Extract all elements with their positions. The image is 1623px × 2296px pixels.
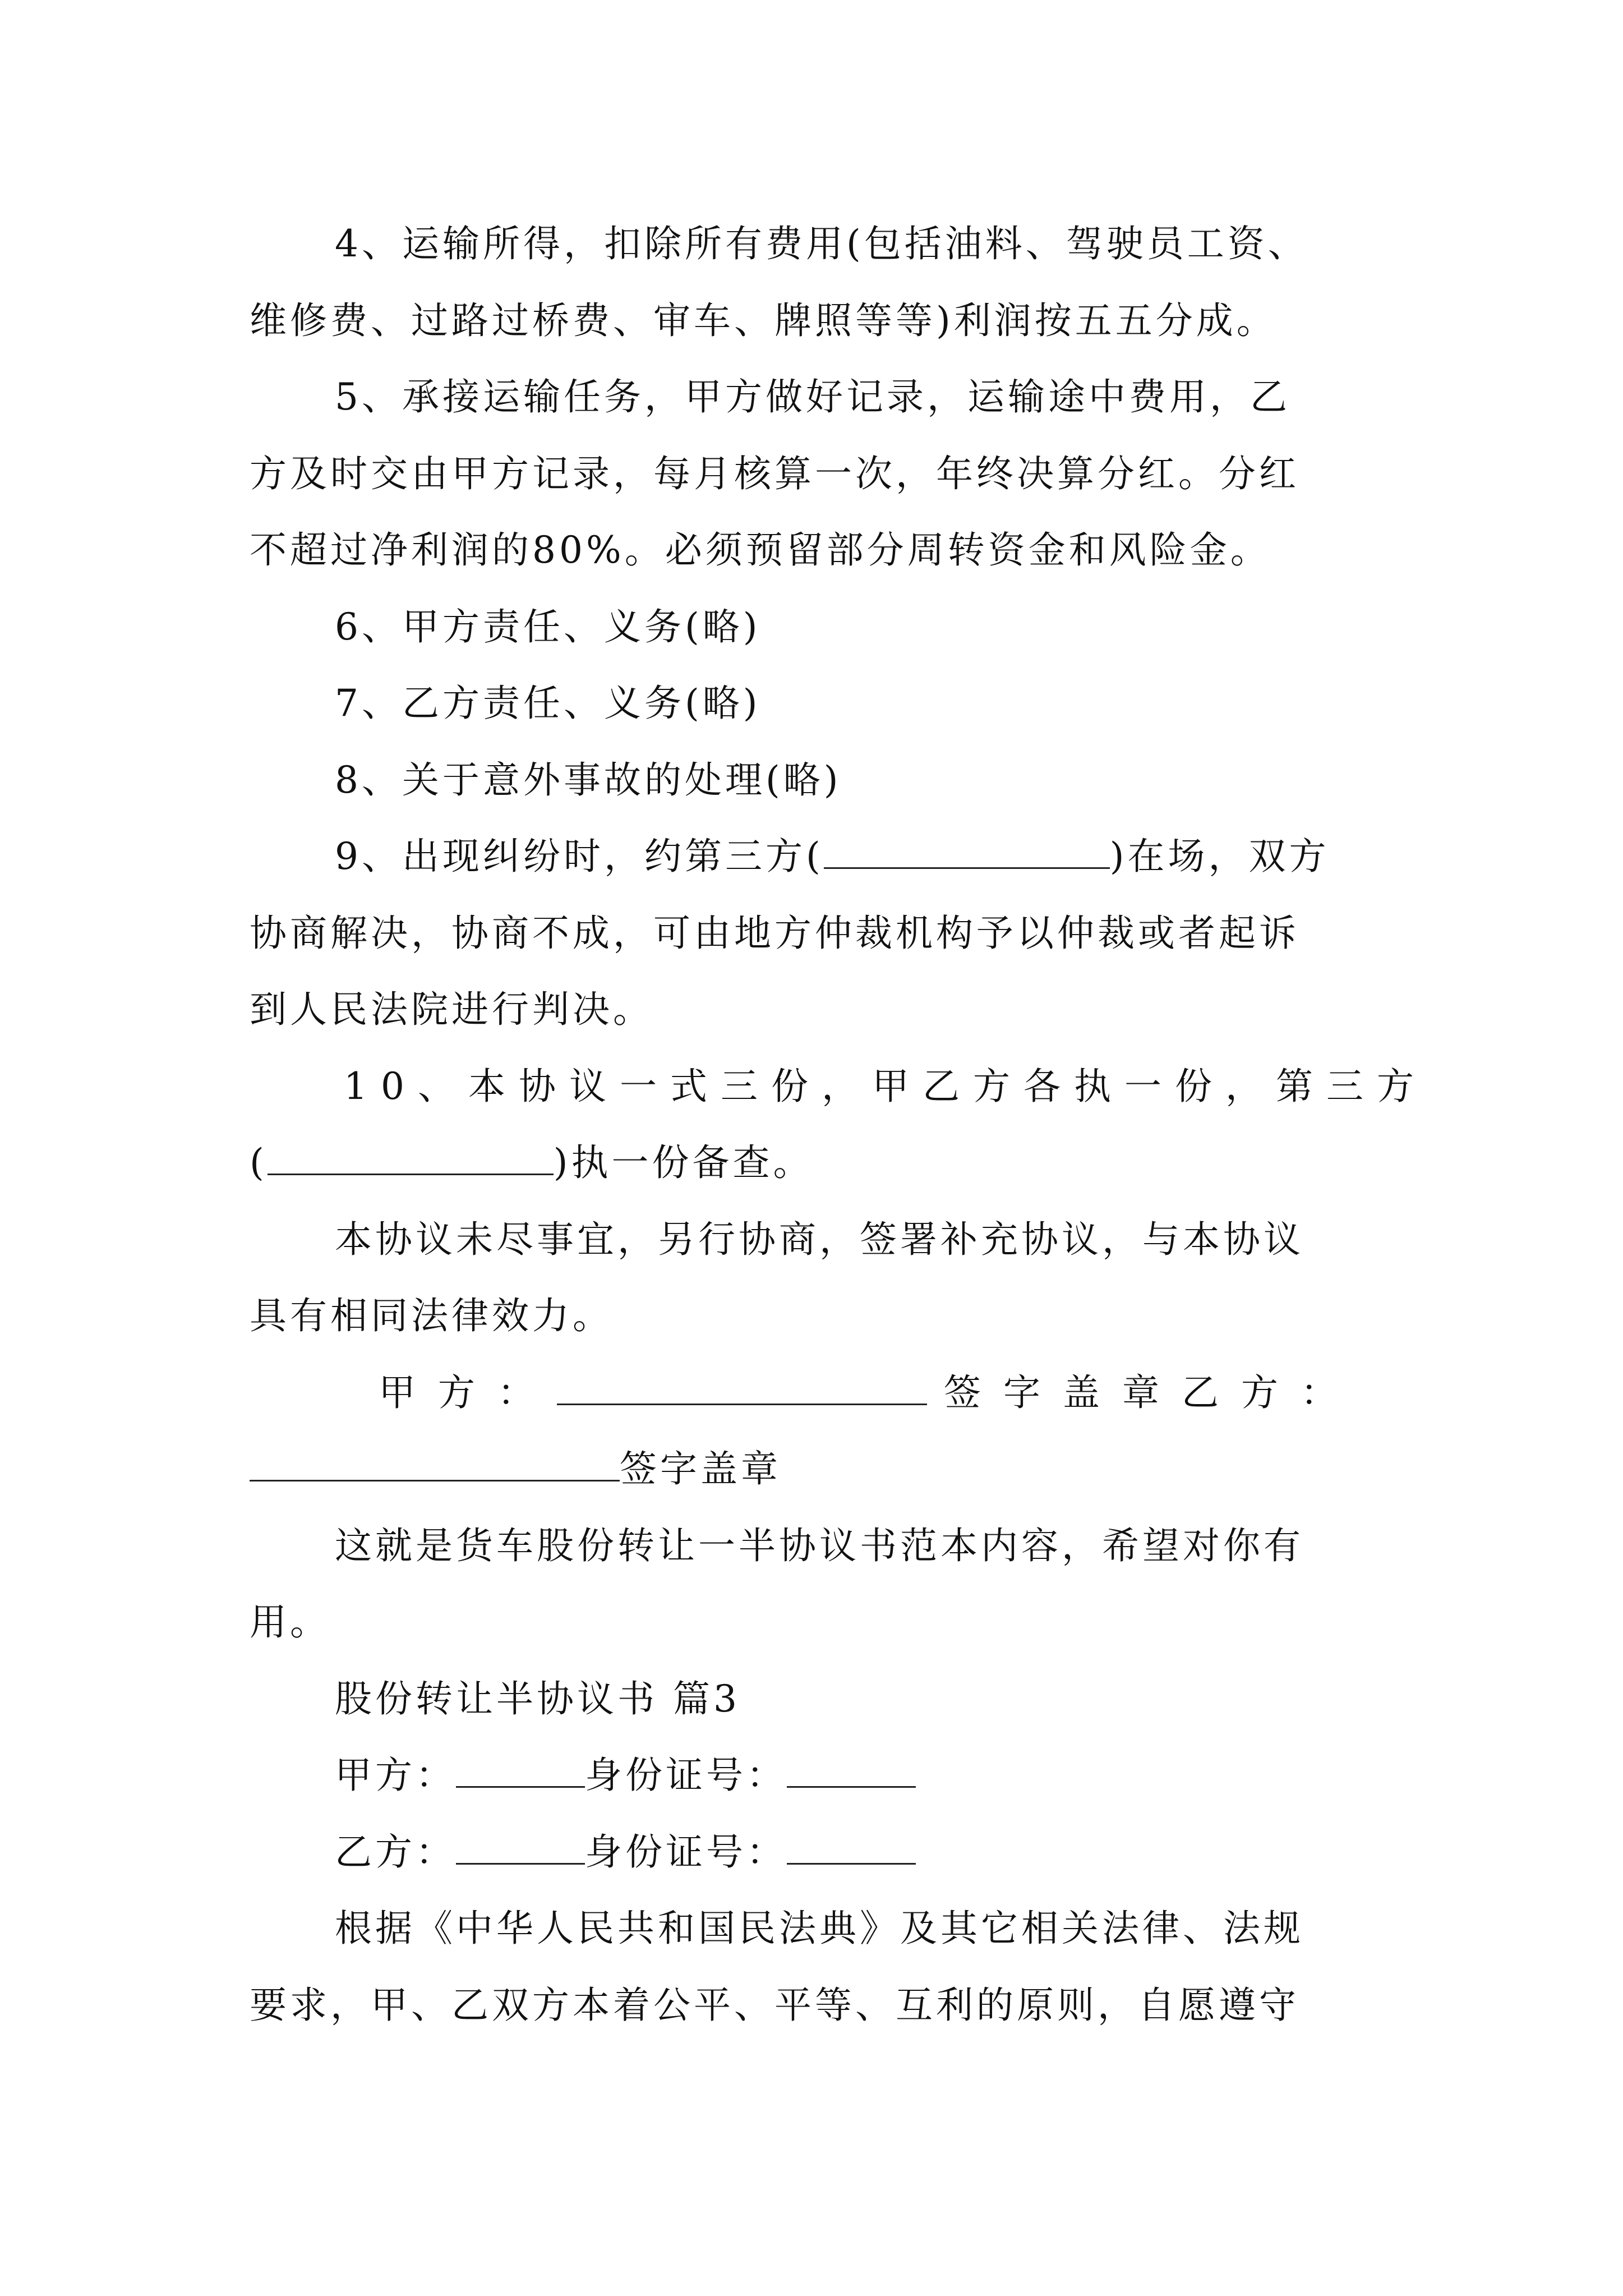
paragraph-12-line-2: 用。	[250, 1600, 330, 1644]
signature-end-label: 签字盖章	[620, 1447, 781, 1490]
paragraph-10-line-1: 10、本协议一式三份，甲乙方各执一份，第三方	[344, 1065, 1427, 1108]
paragraph-9-line-3: 到人民法院进行判决。	[250, 988, 653, 1031]
signature-party-a-label: 甲方：	[379, 1371, 557, 1414]
paragraph-10-text-b: )执一份备查。	[553, 1141, 814, 1184]
paragraph-4-line-1: 4、运输所得，扣除所有费用(包括油料、驾驶员工资、	[335, 222, 1308, 265]
party-b-name-blank	[456, 1828, 585, 1865]
paragraph-10-text-a: (	[250, 1141, 268, 1184]
party-a-id-blank	[787, 1751, 916, 1788]
paragraph-4-line-2: 维修费、过路过桥费、审车、牌照等等)利润按五五分成。	[250, 299, 1277, 342]
signature-blank-a	[557, 1369, 927, 1405]
paragraph-7: 7、乙方责任、义务(略)	[335, 682, 761, 725]
signature-line-2	[250, 1444, 781, 1494]
section-title: 股份转让半协议书 篇3	[335, 1677, 740, 1720]
paragraph-11-line-2: 具有相同法律效力。	[250, 1294, 613, 1337]
paragraph-13-line-2: 要求，甲、乙双方本着公平、平等、互利的原则，自愿遵守	[250, 1984, 1299, 2027]
paragraph-12-line-1: 这就是货车股份转让一半协议书范本内容，希望对你有	[335, 1524, 1304, 1567]
party-a-label: 甲方：	[335, 1754, 456, 1797]
paragraph-5-line-2: 方及时交由甲方记录，每月核算一次，年终决算分红。分红	[250, 452, 1299, 495]
third-party-blank-2	[268, 1139, 554, 1175]
paragraph-10-line-2	[250, 1138, 814, 1188]
paragraph-5-line-1: 5、承接运输任务，甲方做好记录，运输途中费用，乙	[335, 375, 1290, 418]
paragraph-9-text-b: )在场，双方	[1109, 835, 1330, 878]
paragraph-9-line-1	[335, 831, 1330, 882]
third-party-blank	[824, 832, 1110, 869]
party-a-row	[335, 1750, 916, 1801]
paragraph-11-line-1: 本协议未尽事宜，另行协商，签署补充协议，与本协议	[335, 1218, 1304, 1261]
paragraph-9-text-a: 9、出现纠纷时，约第三方(	[335, 835, 824, 878]
party-a-id-label: 身份证号：	[585, 1754, 787, 1797]
document-page	[250, 0, 1427, 2296]
paragraph-5-line-3: 不超过净利润的80%。必须预留部分周转资金和风险金。	[250, 528, 1271, 572]
paragraph-9-line-2: 协商解决，协商不成，可由地方仲裁机构予以仲裁或者起诉	[250, 912, 1299, 955]
party-b-id-blank	[787, 1828, 916, 1865]
party-a-name-blank	[456, 1751, 585, 1788]
party-b-label: 乙方：	[335, 1830, 456, 1874]
paragraph-6: 6、甲方责任、义务(略)	[335, 605, 761, 648]
signature-blank-b	[250, 1445, 620, 1481]
party-b-id-label: 身份证号：	[585, 1830, 787, 1874]
party-b-row	[335, 1827, 916, 1878]
signature-mid-label: 签字盖章乙方：	[944, 1371, 1360, 1414]
signature-line-1	[379, 1368, 1360, 1418]
paragraph-8: 8、关于意外事故的处理(略)	[335, 758, 842, 802]
paragraph-13-line-1: 根据《中华人民共和国民法典》及其它相关法律、法规	[335, 1907, 1304, 1950]
